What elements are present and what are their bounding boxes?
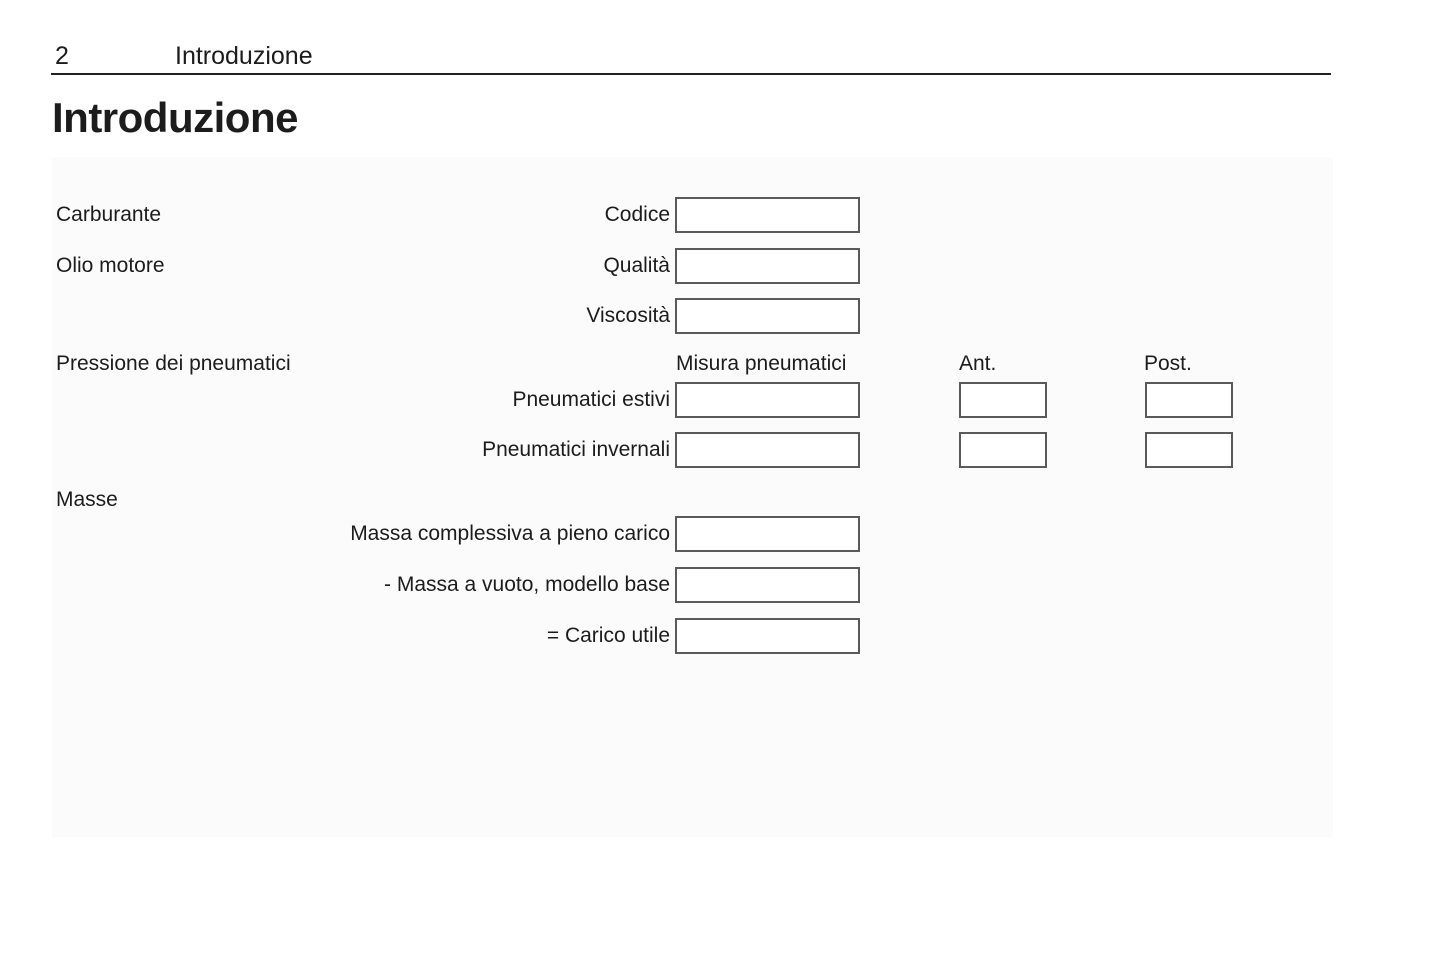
massa-complessiva-input[interactable]	[675, 516, 860, 552]
section-label-masse: Masse	[56, 488, 118, 511]
column-header-ant: Ant.	[959, 352, 997, 375]
page-title: Introduzione	[52, 94, 298, 141]
carico-utile-input[interactable]	[675, 618, 860, 654]
field-label-carico-utile: = Carico utile	[546, 624, 670, 647]
field-label-codice: Codice	[604, 203, 670, 226]
page-number: 2	[55, 42, 69, 70]
estivi-ant-input[interactable]	[959, 382, 1047, 418]
field-label-massa-a-vuoto: - Massa a vuoto, modello base	[384, 573, 670, 596]
codice-input[interactable]	[675, 197, 860, 233]
qualita-input[interactable]	[675, 248, 860, 284]
invernali-misura-input[interactable]	[675, 432, 860, 468]
section-label-olio-motore: Olio motore	[56, 254, 165, 277]
header-chapter-title: Introduzione	[175, 42, 313, 70]
field-label-pneumatici-invernali: Pneumatici invernali	[482, 438, 670, 461]
estivi-misura-input[interactable]	[675, 382, 860, 418]
column-header-post: Post.	[1144, 352, 1192, 375]
section-label-pressione-pneumatici: Pressione dei pneumatici	[56, 352, 291, 375]
estivi-post-input[interactable]	[1145, 382, 1233, 418]
invernali-ant-input[interactable]	[959, 432, 1047, 468]
field-label-pneumatici-estivi: Pneumatici estivi	[512, 388, 670, 411]
column-header-misura-pneumatici: Misura pneumatici	[676, 352, 847, 375]
invernali-post-input[interactable]	[1145, 432, 1233, 468]
field-label-qualita: Qualità	[603, 254, 670, 277]
massa-a-vuoto-input[interactable]	[675, 567, 860, 603]
section-label-carburante: Carburante	[56, 203, 162, 226]
field-label-massa-complessiva: Massa complessiva a pieno carico	[350, 522, 670, 545]
field-label-viscosita: Viscosità	[586, 304, 670, 327]
header-rule	[51, 73, 1331, 75]
viscosita-input[interactable]	[675, 298, 860, 334]
service-data-panel	[52, 157, 1333, 837]
